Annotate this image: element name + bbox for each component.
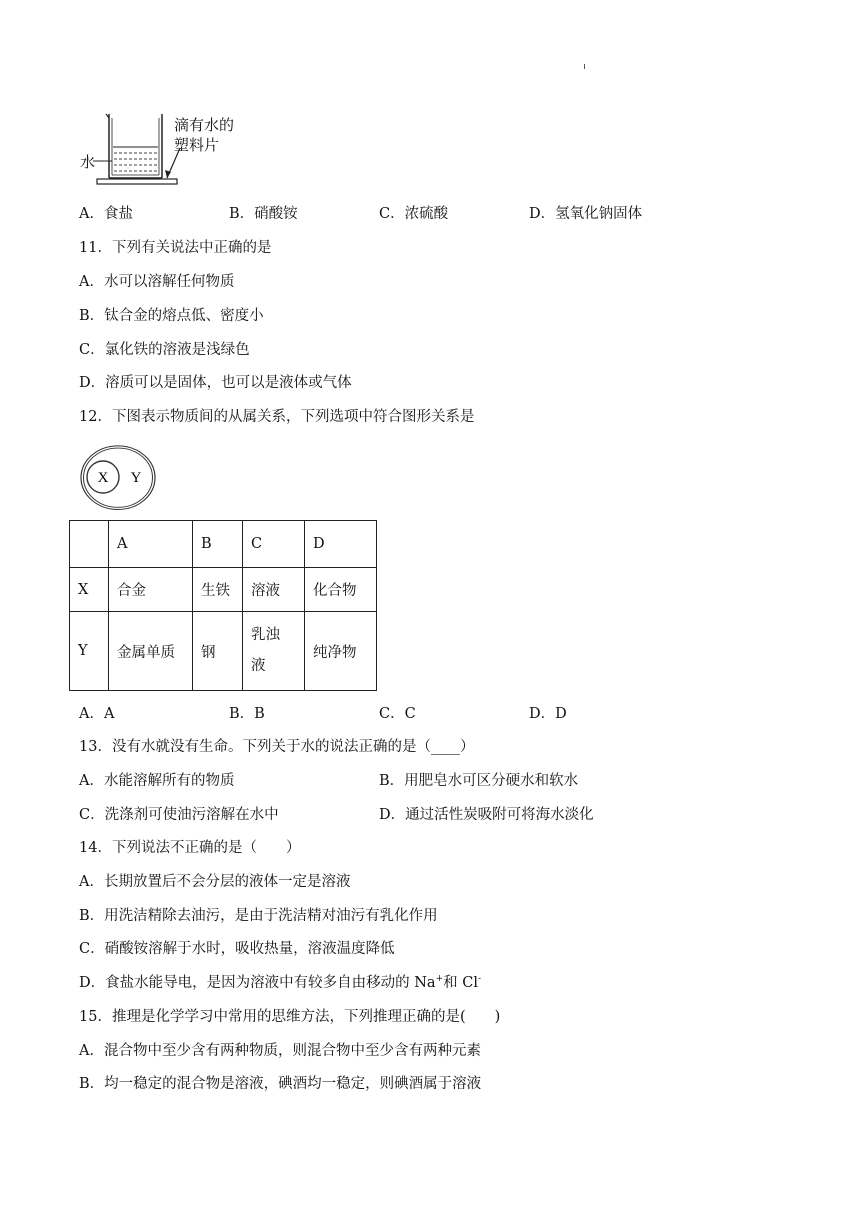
q10-option-a: A．食盐 xyxy=(79,206,133,222)
table-cell: D xyxy=(305,521,377,568)
cell-line: 乳浊 xyxy=(251,627,280,643)
water-label: 水 xyxy=(80,153,96,171)
q11-option-a: A．水可以溶解任何物质 xyxy=(79,274,235,290)
q11-option-d: D．溶质可以是固体，也可以是液体或气体 xyxy=(79,375,352,391)
venn-figure xyxy=(78,445,160,515)
table-row xyxy=(70,568,377,612)
q10-option-b: B．硝酸铵 xyxy=(229,206,298,222)
q15-option-b: B．均一稳定的混合物是溶液，碘酒均一稳定，则碘酒属于溶液 xyxy=(79,1076,482,1092)
q14-option-d-mid: 和 Cl xyxy=(443,975,478,991)
q14-option-b: B．用洗洁精除去油污，是由于洗洁精对油污有乳化作用 xyxy=(79,908,438,924)
q15-stem: 15．推理是化学学习中常用的思维方法，下列推理正确的是( ) xyxy=(79,1009,501,1025)
table-cell: 生铁 xyxy=(193,568,243,612)
beaker-figure xyxy=(76,108,186,188)
table-cell xyxy=(243,612,305,691)
q13-option-a: A．水能溶解所有的物质 xyxy=(79,773,235,789)
chloride-charge: - xyxy=(477,974,482,984)
q10-option-c: C．浓硫酸 xyxy=(379,206,449,222)
table-cell: 合金 xyxy=(109,568,193,612)
q13-stem: 13．没有水就没有生命。下列关于水的说法正确的是（____） xyxy=(79,739,475,755)
plastic-label-line1: 滴有水的 xyxy=(174,116,235,134)
table-cell: 化合物 xyxy=(305,568,377,612)
q12-option-b: B．B xyxy=(229,706,265,722)
q12-option-c: C．C xyxy=(379,706,416,722)
q13-option-d: D．通过活性炭吸附可将海水淡化 xyxy=(379,807,594,823)
q11-option-c: C．氯化铁的溶液是浅绿色 xyxy=(79,342,250,358)
table-cell: B xyxy=(193,521,243,568)
table-cell: C xyxy=(243,521,305,568)
q14-option-a: A．长期放置后不会分层的液体一定是溶液 xyxy=(79,874,351,890)
q11-stem: 11．下列有关说法中正确的是 xyxy=(79,240,272,256)
cell-line: 液 xyxy=(251,658,266,674)
table-cell xyxy=(70,521,109,568)
table-cell: 溶液 xyxy=(243,568,305,612)
plastic-label-line2: 塑料片 xyxy=(174,136,220,154)
q14-stem: 14．下列说法不正确的是（ ） xyxy=(79,840,301,856)
q12-option-d: D．D xyxy=(529,706,567,722)
table-cell: 金属单质 xyxy=(109,612,193,691)
table-cell: X xyxy=(70,568,109,612)
q12-table xyxy=(69,520,377,691)
table-cell: Y xyxy=(70,612,109,691)
q12-stem: 12．下图表示物质间的从属关系，下列选项中符合图形关系是 xyxy=(79,409,475,425)
venn-outer-y: Y xyxy=(130,470,142,486)
page-mark xyxy=(584,64,585,69)
table-cell: 钢 xyxy=(193,612,243,691)
q15-option-a: A．混合物中至少含有两种物质，则混合物中至少含有两种元素 xyxy=(79,1043,481,1059)
q13-option-c: C．洗涤剂可使油污溶解在水中 xyxy=(79,807,279,823)
table-cell: A xyxy=(109,521,193,568)
q14-option-d xyxy=(79,971,481,992)
q14-option-c: C．硝酸铵溶解于水时，吸收热量，溶液温度降低 xyxy=(79,941,395,957)
sodium-charge: + xyxy=(435,974,444,984)
venn-inner-x: X xyxy=(97,470,109,486)
q13-option-b: B．用肥皂水可区分硬水和软水 xyxy=(379,773,579,789)
q10-option-d: D．氢氧化钠固体 xyxy=(529,206,643,222)
q14-option-d-text: D．食盐水能导电，是因为溶液中有较多自由移动的 Na xyxy=(79,975,436,991)
table-row xyxy=(70,521,377,568)
table-cell: 纯净物 xyxy=(305,612,377,691)
q11-option-b: B．钛合金的熔点低、密度小 xyxy=(79,308,264,324)
q12-option-a: A．A xyxy=(79,706,115,722)
table-row xyxy=(70,612,377,691)
